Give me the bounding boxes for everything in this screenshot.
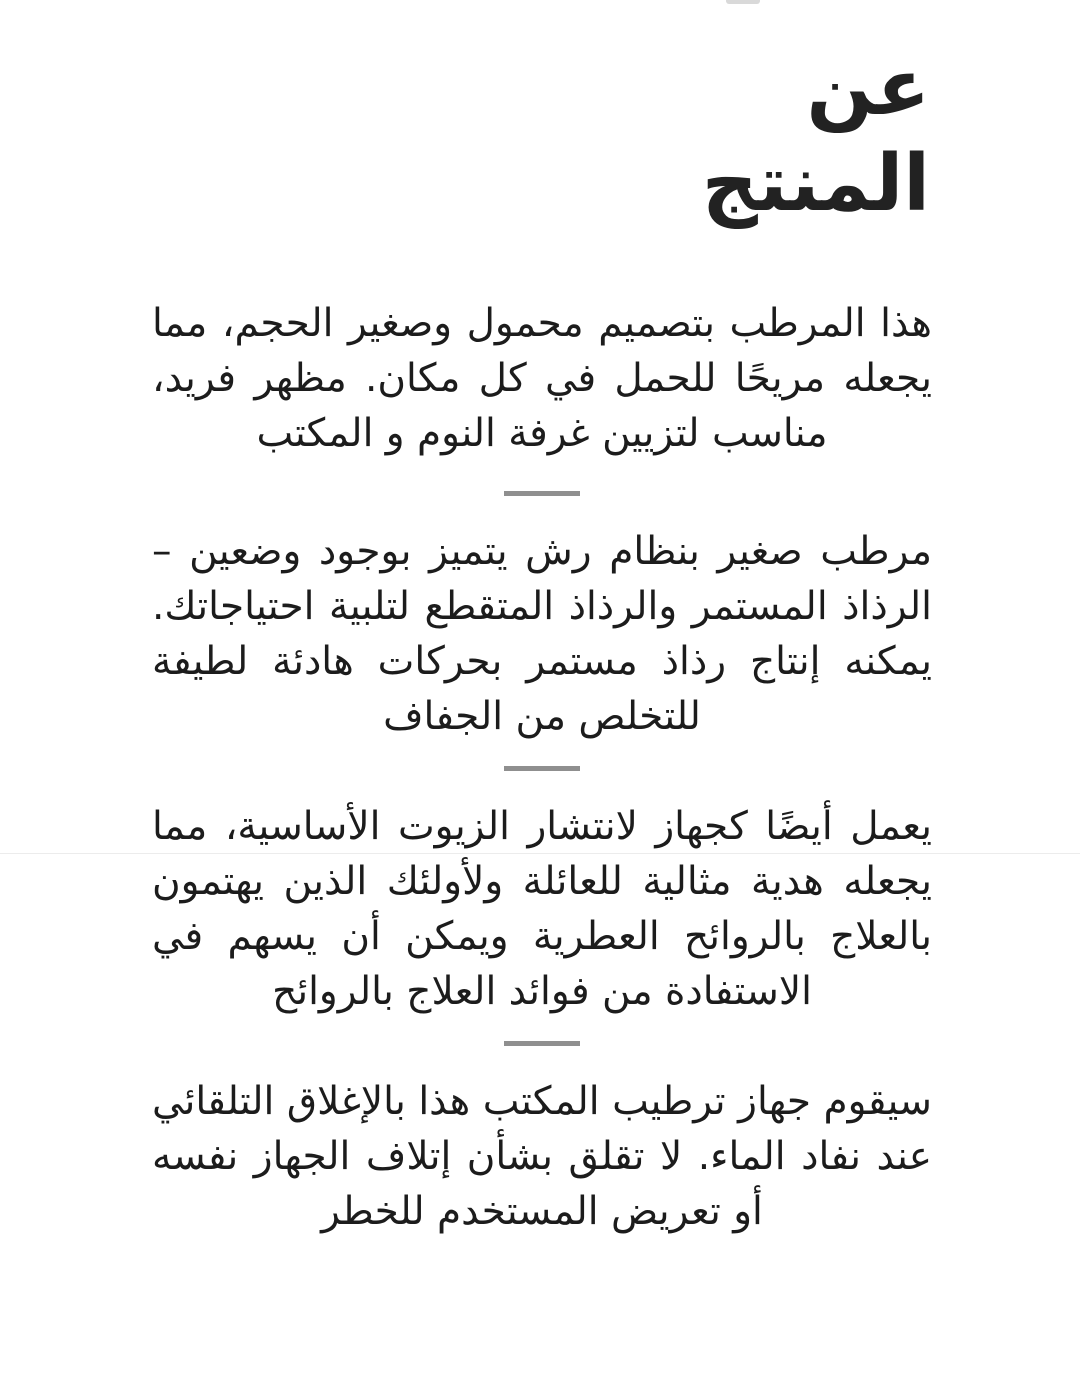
description-paragraph-1: هذا المرطب بتصميم محمول وصغير الحجم، مما يجعله مريحًا للحمل في كل مكان. مظهر فريد، مناسب لتزيين غرفة النوم و المكتب [152,301,932,456]
paragraph-divider [504,766,580,771]
section-title-line-1: عن [806,43,930,133]
section-title-line-2: المنتج [701,139,930,229]
paragraph-divider [504,1041,580,1046]
section-title [530,40,930,232]
description-paragraph-4: سيقوم جهاز ترطيب المكتب هذا بالإغلاق التلقائي عند نفاد الماء. لا تقلق بشأن إتلاف الجهاز نفسه أو تعريض المستخدم للخطر [152,1079,932,1234]
paragraph-divider [504,491,580,496]
description-paragraph-3: يعمل أيضًا كجهاز لانتشار الزيوت الأساسية، مما يجعله هدية مثالية للعائلة ولأولئك الذين يهتمون بالعلاج بالروائح العطرية ويمكن أن يسهم في الاستفادة من فوائد العلاج بالروائح [152,804,932,1014]
description-body [152,296,932,1239]
scroll-indicator [726,0,760,4]
description-paragraph-2: مرطب صغير بنظام رش يتميز بوجود وضعين – الرذاذ المستمر والرذاذ المتقطع لتلبية احتياجاتك. يمكنه إنتاج رذاذ مستمر بحركات هادئة لطيفة للتخلص من الجفاف [152,529,932,739]
